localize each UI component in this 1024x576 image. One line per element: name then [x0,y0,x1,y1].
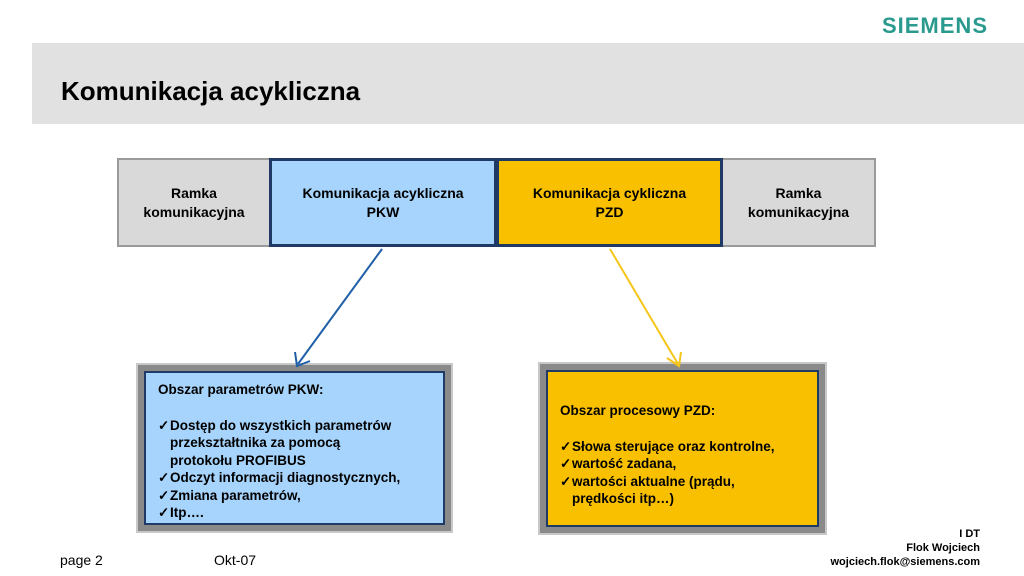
list-item-text: Zmiana parametrów, [170,487,301,503]
list-item-text: Dostęp do wszystkich parametrów przekształtnika za pomocą protokołu PROFIBUS [170,417,392,468]
author-name: Flok Wojciech [906,542,980,554]
checkmark-icon: ✓ [158,505,170,520]
checkmark-icon: ✓ [158,470,170,485]
page-number: page 2 [60,552,103,568]
checkmark-icon: ✓ [560,438,572,454]
checkmark-icon: ✓ [158,487,170,503]
list-item-text: Odczyt informacji diagnostycznych, [170,470,401,485]
list-item-text: Itp…. [170,505,204,520]
pkw-box-heading: Obszar parametrów PKW: [158,382,324,397]
frame-trailer-cell: Ramka komunikacyjna [721,158,876,247]
frame-pkw-cell: Komunikacja acykliczna PKW [269,158,497,247]
checkmark-icon: ✓ [560,473,572,489]
list-item-text: Słowa sterujące oraz kontrolne, [572,438,775,454]
checkmark-icon: ✓ [560,456,572,471]
author-email: wojciech.flok@siemens.com [830,556,980,568]
siemens-logo: SIEMENS [881,13,988,38]
frame-header-cell: Ramka komunikacyjna [117,158,271,247]
pkw-arrow [295,249,382,366]
pzd-box-heading: Obszar procesowy PZD: [560,403,716,418]
checkmark-icon: ✓ [158,417,170,433]
pzd-arrow [610,249,681,366]
list-item-text: wartości aktualne (prądu, prędkości itp…) [572,473,735,506]
list-item-text: wartość zadana, [572,456,677,471]
footer-date: Okt-07 [214,552,257,568]
frame-pzd-cell: Komunikacja cykliczna PZD [496,158,723,247]
department: I DT [959,528,980,540]
page-title: Komunikacja acykliczna [61,76,361,106]
